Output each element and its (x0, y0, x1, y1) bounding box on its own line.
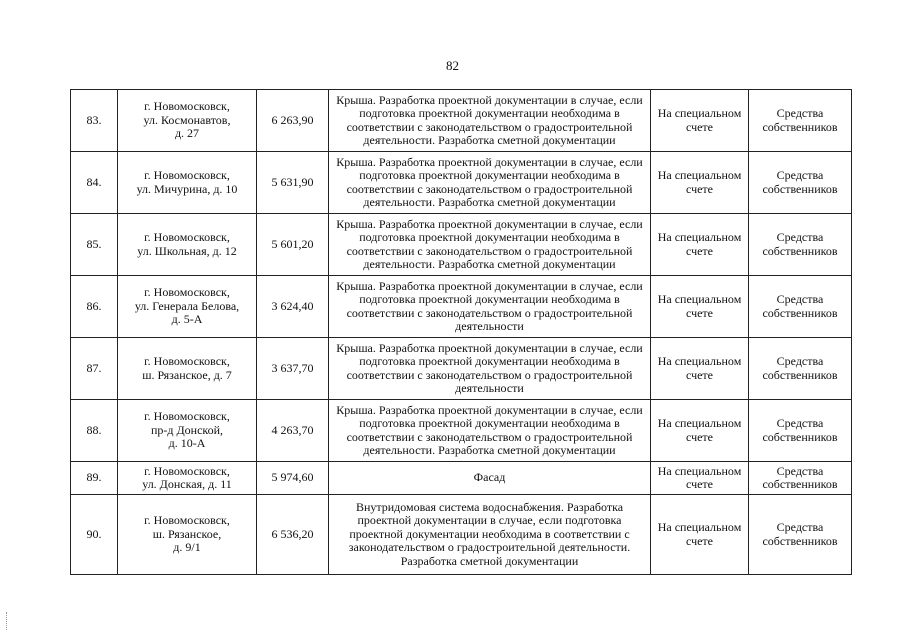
funding-method-cell: На специальном счете (651, 90, 749, 152)
address-line: г. Новомосковск, (144, 354, 230, 368)
work-description-cell: Крыша. Разработка проектной документации в случае, если подготовка проектной документации необходима в соответствии с законодательством о градостроительной деятельности. Разработка сметной документации (329, 90, 651, 152)
funding-source-cell: Средства собственников (749, 400, 852, 462)
row-number: 84. (71, 152, 118, 214)
address-cell (118, 495, 257, 575)
address-line: д. 5-А (171, 312, 203, 327)
area-cell: 5 601,20 (257, 214, 329, 276)
address-line: д. 9/1 (173, 540, 201, 555)
funding-method-cell: На специальном счете (651, 152, 749, 214)
work-description-cell: Крыша. Разработка проектной документации в случае, если подготовка проектной документации необходима в соответствии с законодательством о градостроительной деятельности (329, 338, 651, 400)
table-row (71, 152, 852, 214)
address-line: д. 27 (174, 126, 200, 141)
funding-source-cell: Средства собственников (749, 338, 852, 400)
funding-source-cell: Средства собственников (749, 276, 852, 338)
work-description-cell: Крыша. Разработка проектной документации в случае, если подготовка проектной документации необходима в соответствии с законодательством о градостроительной деятельности (329, 276, 651, 338)
area-cell: 5 631,90 (257, 152, 329, 214)
address-line: ул. Генерала Белова, (134, 298, 240, 313)
address-line: ш. Рязанское, д. 7 (142, 367, 232, 382)
table-row (71, 495, 852, 575)
address-cell (118, 276, 257, 338)
address-line: г. Новомосковск, (144, 409, 230, 424)
address-line: ул. Мичурина, д. 10 (136, 181, 238, 196)
funding-source-cell: Средства собственников (749, 462, 852, 495)
table-row (71, 214, 852, 276)
funding-method-cell: На специальном счете (651, 495, 749, 575)
area-cell: 6 536,20 (257, 495, 329, 575)
address-line: г. Новомосковск, (144, 513, 230, 528)
funding-source-cell: Средства собственников (749, 90, 852, 152)
table-row (71, 276, 852, 338)
scan-artifact (6, 612, 9, 630)
address-line: ул. Донская, д. 11 (142, 477, 232, 491)
row-number: 88. (71, 400, 118, 462)
address-line: г. Новомосковск, (144, 285, 230, 300)
area-cell: 3 624,40 (257, 276, 329, 338)
funding-method-cell: На специальном счете (651, 276, 749, 338)
table-row (71, 400, 852, 462)
address-line: г. Новомосковск, (144, 230, 230, 244)
address-line: д. 10-А (168, 436, 206, 451)
row-number: 85. (71, 214, 118, 276)
address-line: г. Новомосковск, (144, 99, 230, 114)
funding-method-cell: На специальном счете (651, 214, 749, 276)
address-cell (118, 90, 257, 152)
area-cell: 6 263,90 (257, 90, 329, 152)
funding-source-cell: Средства собственников (749, 214, 852, 276)
row-number: 83. (71, 90, 118, 152)
address-line: пр-д Донской, (150, 422, 224, 437)
row-number: 90. (71, 495, 118, 575)
table-row (71, 338, 852, 400)
table-row (71, 90, 852, 152)
row-number: 86. (71, 276, 118, 338)
address-line: ул. Космонавтов, (143, 112, 231, 127)
work-description-cell: Крыша. Разработка проектной документации в случае, если подготовка проектной документации необходима в соответствии с законодательством о градостроительной деятельности. Разработка сметной документации (329, 400, 651, 462)
address-cell (118, 214, 257, 276)
work-description-cell: Крыша. Разработка проектной документации в случае, если подготовка проектной документации необходима в соответствии с законодательством о градостроительной деятельности. Разработка сметной документации (329, 214, 651, 276)
page-number: 82 (446, 58, 459, 73)
table-row (71, 462, 852, 495)
address-line: ул. Школьная, д. 12 (137, 243, 237, 258)
registry-table (70, 89, 852, 575)
row-number: 87. (71, 338, 118, 400)
work-description-cell: Крыша. Разработка проектной документации в случае, если подготовка проектной документации необходима в соответствии с законодательством о градостроительной деятельности. Разработка сметной документации (329, 152, 651, 214)
funding-method-cell: На специальном счете (651, 462, 749, 495)
address-line: г. Новомосковск, (144, 168, 230, 182)
address-cell (118, 152, 257, 214)
funding-method-cell: На специальном счете (651, 338, 749, 400)
funding-source-cell: Средства собственников (749, 152, 852, 214)
address-cell (118, 338, 257, 400)
work-description-cell: Фасад (329, 462, 651, 495)
area-cell: 5 974,60 (257, 462, 329, 495)
address-line: г. Новомосковск, (144, 463, 230, 478)
row-number: 89. (71, 462, 118, 495)
area-cell: 3 637,70 (257, 338, 329, 400)
work-description-cell: Внутридомовая система водоснабжения. Разработка проектной документации в случае, если подготовка проектной документации необходима в соответствии с законодательством о градостроительной деятельности. Разработка сметной документации (329, 495, 651, 575)
funding-method-cell: На специальном счете (651, 400, 749, 462)
address-cell (118, 400, 257, 462)
address-line: ш. Рязанское, (152, 526, 222, 541)
area-cell: 4 263,70 (257, 400, 329, 462)
funding-source-cell: Средства собственников (749, 495, 852, 575)
address-cell (118, 462, 257, 495)
